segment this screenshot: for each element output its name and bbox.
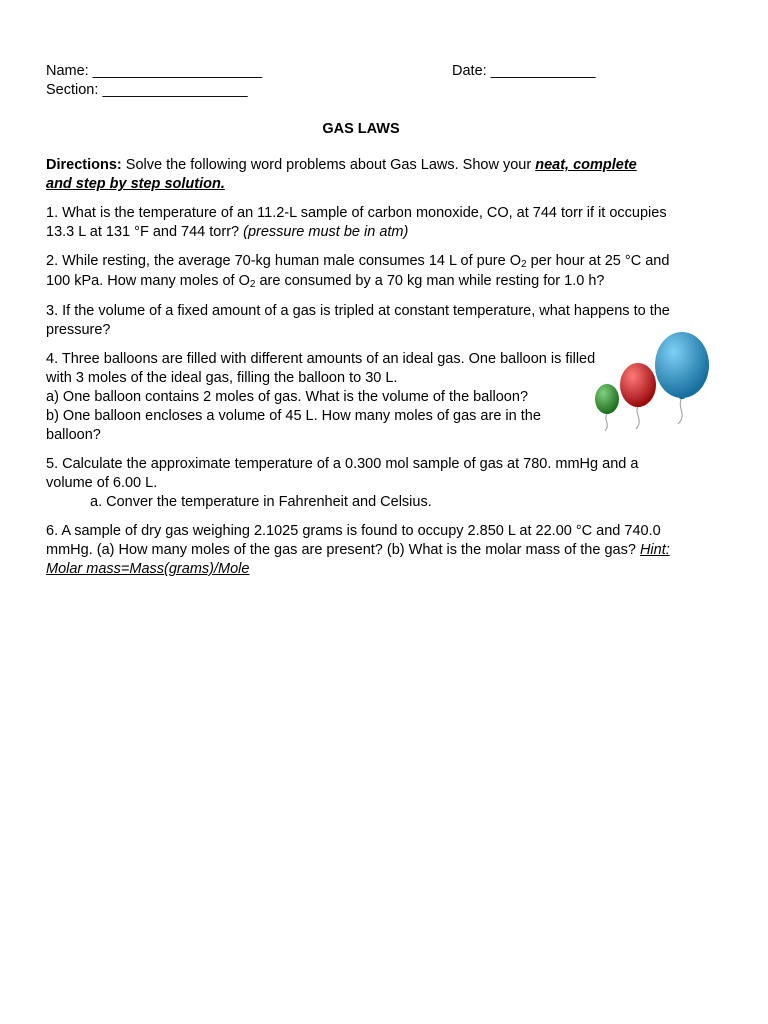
question-4-intro: 4. Three balloons are filled with different amounts of an ideal gas. One balloon is filled with 3 moles of the ideal gas, filling the balloon to 30 L. <box>46 351 596 386</box>
red-balloon-icon <box>620 363 656 429</box>
worksheet <box>46 62 676 589</box>
question-4 <box>46 350 596 445</box>
directions-label: Directions: <box>46 157 122 173</box>
question-2 <box>46 252 676 292</box>
date-field <box>452 62 596 81</box>
question-1 <box>46 204 676 242</box>
question-6-text: 6. A sample of dry gas weighing 2.1025 grams is found to occupy 2.850 L at 22.00 °C and 740.0 mmHg. (a) How many moles of the gas are present? (b) What is the molar mass of the gas? <box>46 523 661 558</box>
name-blank: _____________________ <box>92 63 263 79</box>
question-6-hint: Hint: Molar mass=Mass(grams)/Mole <box>46 542 670 577</box>
directions <box>46 156 676 194</box>
date-blank: _____________ <box>490 63 596 79</box>
section-label: Section: <box>46 82 99 98</box>
question-1-text: 1. What is the temperature of an 11.2-L sample of carbon monoxide, CO, at 744 torr if it occupies 13.3 L at 131 °F and 744 torr? <box>46 205 667 240</box>
subscript-2: 2 <box>249 279 256 290</box>
question-5 <box>46 455 676 512</box>
question-3: 3. If the volume of a fixed amount of a gas is tripled at constant temperature, what happens to the pressure? <box>46 303 670 338</box>
directions-emphasis-2: and step by step solution. <box>46 176 225 192</box>
date-label: Date: <box>452 63 487 79</box>
question-6 <box>46 522 676 579</box>
page-title: GAS LAWS <box>322 121 400 137</box>
question-2-text-2: per hour at 25 °C and 100 kPa. How many moles of O <box>46 253 670 289</box>
directions-emphasis-1: neat, complete <box>535 157 637 173</box>
section-row <box>46 81 676 100</box>
section-blank: __________________ <box>102 82 248 98</box>
subscript-2: 2 <box>521 259 527 270</box>
question-2-text-1: 2. While resting, the average 70-kg human male consumes 14 L of pure O <box>46 253 521 269</box>
blue-balloon-icon <box>655 332 709 424</box>
balloons-illustration <box>590 328 718 432</box>
question-5a: a. Conver the temperature in Fahrenheit and Celsius. <box>90 494 432 510</box>
question-5-text: 5. Calculate the approximate temperature of a 0.300 mol sample of gas at 780. mmHg and a volume of 6.00 L. <box>46 456 639 491</box>
question-4a: a) One balloon contains 2 moles of gas. What is the volume of the balloon? <box>46 389 529 405</box>
name-label: Name: <box>46 63 89 79</box>
question-2-text-3: are consumed by a 70 kg man while resting for 1.0 h? <box>255 273 605 289</box>
name-row <box>46 62 676 81</box>
question-4b: b) One balloon encloses a volume of 45 L. How many moles of gas are in the balloon? <box>46 408 541 443</box>
question-1-note: (pressure must be in atm) <box>243 224 409 240</box>
green-balloon-icon <box>595 384 619 431</box>
directions-text: Solve the following word problems about Gas Laws. Show your <box>121 157 536 173</box>
